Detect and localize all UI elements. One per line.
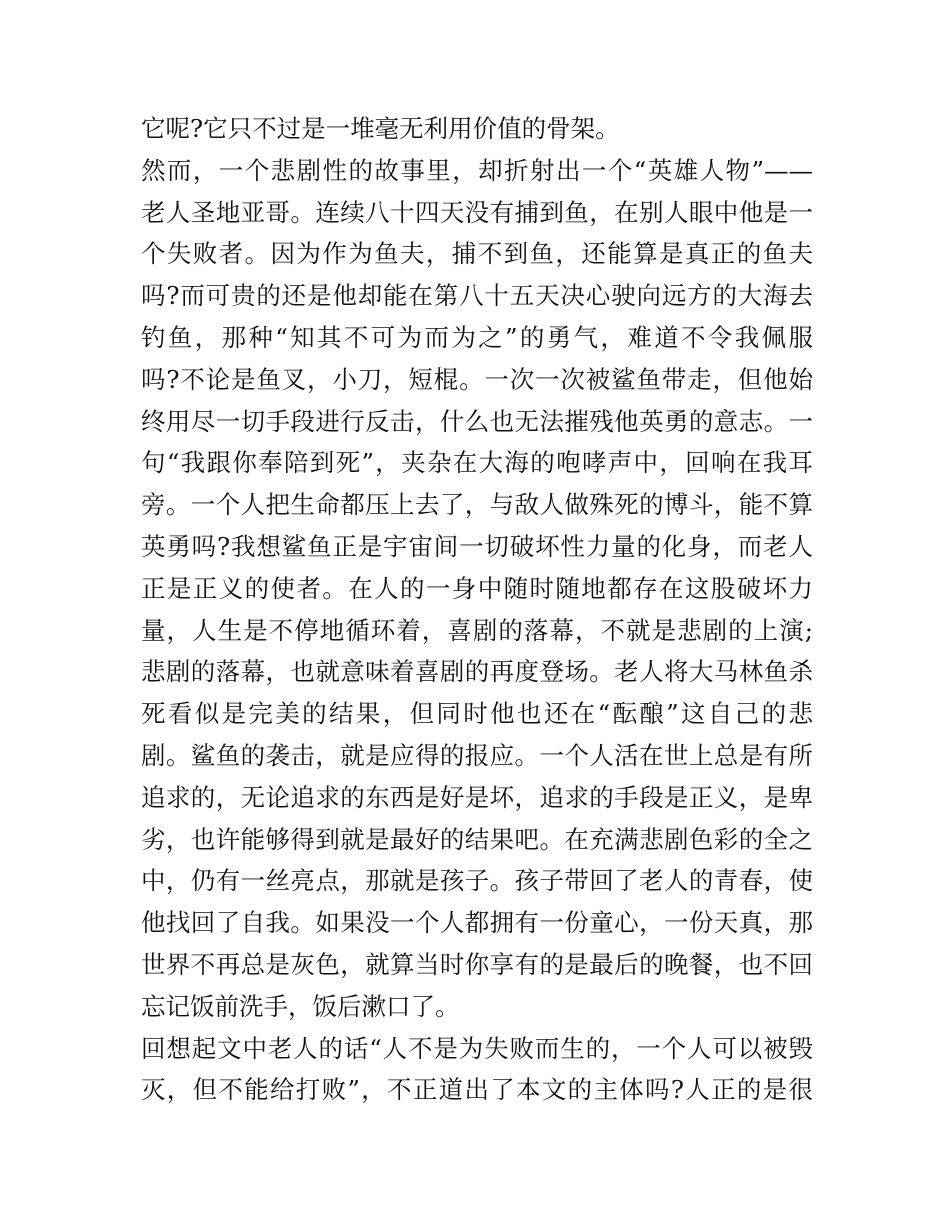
text-line: 正是正义的使者。在人的一身中随时随地都存在这股破坏力 bbox=[141, 573, 813, 603]
text-line: 追求的，无论追求的东西是好是坏，追求的手段是正义，是卑 bbox=[141, 782, 813, 812]
text-line: 忘记饭前洗手，饭后漱口了。 bbox=[141, 991, 460, 1021]
text-line: 剧。鲨鱼的袭击，就是应得的报应。一个人活在世上总是有所 bbox=[141, 740, 813, 770]
text-line: 回想起文中老人的话“人不是为失败而生的，一个人可以被毁 bbox=[141, 1033, 813, 1063]
text-line: 世界不再总是灰色，就算当时你享有的是最后的晚餐，也不回 bbox=[141, 949, 813, 979]
text-line: 死看似是完美的结果，但同时他也还在“酝酿”这自己的悲 bbox=[141, 699, 813, 729]
text-line: 量，人生是不停地循环着，喜剧的落幕，不就是悲剧的上演; bbox=[141, 615, 813, 645]
text-line: 劣，也许能够得到就是最好的结果吧。在充满悲剧色彩的全之 bbox=[141, 824, 813, 854]
text-line: 旁。一个人把生命都压上去了，与敌人做殊死的博斗，能不算 bbox=[141, 490, 813, 520]
essay-body bbox=[141, 108, 813, 1111]
text-line: 吗?不论是鱼叉，小刀，短棍。一次一次被鲨鱼带走，但他始 bbox=[141, 364, 813, 394]
text-line: 悲剧的落幕，也就意味着喜剧的再度登场。老人将大马林鱼杀 bbox=[141, 657, 813, 687]
text-line: 然而，一个悲剧性的故事里，却折射出一个“英雄人物”—— bbox=[141, 155, 813, 185]
text-line: 灭，但不能给打败”，不正道出了本文的主体吗?人正的是很 bbox=[141, 1075, 813, 1105]
text-line: 他找回了自我。如果没一个人都拥有一份童心，一份天真，那 bbox=[141, 908, 813, 938]
text-line: 句“我跟你奉陪到死”，夹杂在大海的咆哮声中，回响在我耳 bbox=[141, 448, 813, 478]
text-line: 吗?而可贵的还是他却能在第八十五天决心驶向远方的大海去 bbox=[141, 281, 813, 311]
text-line: 钓鱼，那种“知其不可为而为之”的勇气，难道不令我佩服 bbox=[141, 322, 813, 352]
text-line: 老人圣地亚哥。连续八十四天没有捕到鱼，在别人眼中他是一 bbox=[141, 197, 813, 227]
text-line: 中，仍有一丝亮点，那就是孩子。孩子带回了老人的青春，使 bbox=[141, 866, 813, 896]
text-line: 英勇吗?我想鲨鱼正是宇宙间一切破坏性力量的化身，而老人 bbox=[141, 531, 813, 561]
text-line: 终用尽一切手段进行反击，什么也无法摧残他英勇的意志。一 bbox=[141, 406, 813, 436]
text-line: 个失败者。因为作为鱼夫，捕不到鱼，还能算是真正的鱼夫 bbox=[141, 239, 813, 269]
text-line: 它呢?它只不过是一堆毫无利用价值的骨架。 bbox=[141, 114, 620, 143]
